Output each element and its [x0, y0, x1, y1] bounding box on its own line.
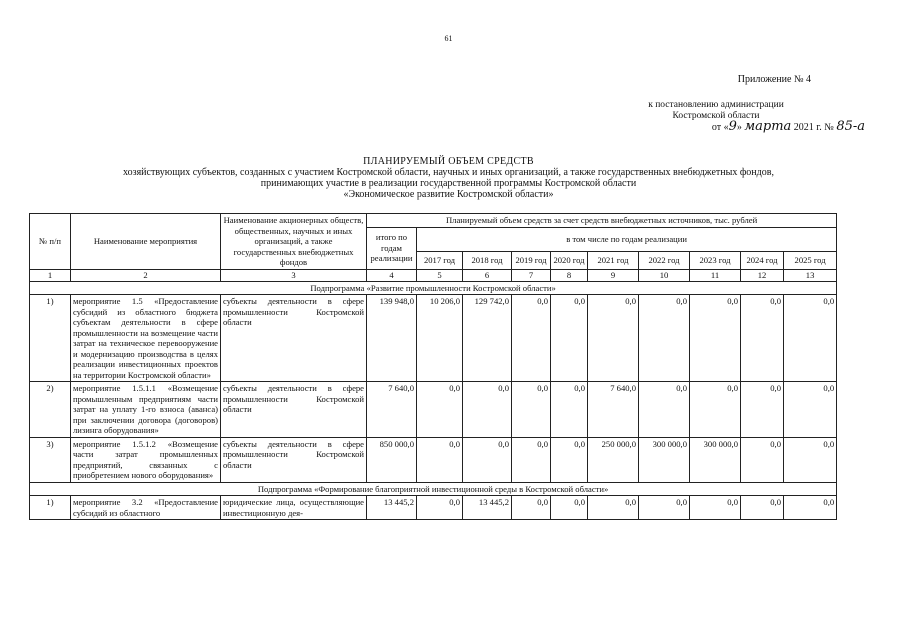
- column-number: 12: [741, 269, 784, 281]
- subprogram-row: [30, 482, 837, 496]
- year-value: 0,0: [690, 496, 741, 520]
- year-value: 7 640,0: [588, 382, 639, 438]
- header-year: 2019 год: [512, 252, 551, 269]
- annex-date-line: [712, 119, 865, 134]
- column-number: 11: [690, 269, 741, 281]
- table-row: [30, 437, 837, 482]
- ref-month: марта: [744, 119, 792, 134]
- year-value: 10 206,0: [417, 295, 463, 382]
- year-value: 0,0: [417, 496, 463, 520]
- year-value: 13 445,2: [463, 496, 512, 520]
- heading-line2: хозяйствующих субъектов, созданных с участием Костромской области, научных и иных организаций, а также государственных внебюджетных фондов,: [123, 167, 774, 178]
- ref-year: 2021 г. №: [793, 122, 834, 133]
- year-value: 0,0: [588, 496, 639, 520]
- year-value: 0,0: [551, 382, 588, 438]
- heading-line3: принимающих участие в реализации государственной программы Костромской области: [260, 178, 637, 189]
- annex-ref-line1: к постановлению администрации: [648, 100, 784, 110]
- year-value: 0,0: [512, 496, 551, 520]
- year-value: 0,0: [639, 295, 690, 382]
- year-value: 0,0: [690, 382, 741, 438]
- year-value: 0,0: [784, 496, 837, 520]
- year-value: 0,0: [463, 382, 512, 438]
- row-number: 1): [30, 295, 71, 382]
- heading-line1: ПЛАНИРУЕМЫЙ ОБЪЕМ СРЕДСТВ: [363, 156, 534, 167]
- header-year: 2018 год: [463, 252, 512, 269]
- year-value: 0,0: [588, 295, 639, 382]
- header-by-years: в том числе по годам реализации: [417, 227, 837, 252]
- table-row: [30, 496, 837, 520]
- page-number: 61: [444, 34, 453, 43]
- year-value: 0,0: [512, 382, 551, 438]
- year-value: 0,0: [417, 382, 463, 438]
- participants: субъекты деятельности в сфере промышленности Костромской области: [221, 295, 367, 382]
- table-row: [30, 382, 837, 438]
- header-year: 2017 год: [417, 252, 463, 269]
- year-value: 0,0: [512, 295, 551, 382]
- year-value: 0,0: [741, 295, 784, 382]
- year-value: 0,0: [417, 437, 463, 482]
- subprogram-title: Подпрограмма «Развитие промышленности Костромской области»: [30, 281, 837, 295]
- column-number: 2: [71, 269, 221, 281]
- year-value: 0,0: [463, 437, 512, 482]
- total-value: 139 948,0: [367, 295, 417, 382]
- document-heading: [0, 156, 897, 200]
- column-number: 4: [367, 269, 417, 281]
- ref-prefix: от «: [711, 122, 729, 133]
- column-number: 9: [588, 269, 639, 281]
- row-number: 3): [30, 437, 71, 482]
- participants: субъекты деятельности в сфере промышленности Костромской области: [221, 437, 367, 482]
- annex-title: Приложение № 4: [737, 74, 811, 85]
- column-number-row: [30, 269, 837, 281]
- header-year: 2020 год: [551, 252, 588, 269]
- column-number: 1: [30, 269, 71, 281]
- ref-mid: »: [736, 122, 742, 133]
- year-value: 0,0: [690, 295, 741, 382]
- header-planned: Планируемый объем средств за счет средств внебюджетных источников, тыс. рублей: [367, 214, 837, 228]
- table-body: [30, 281, 837, 520]
- total-value: 13 445,2: [367, 496, 417, 520]
- year-value: 0,0: [784, 295, 837, 382]
- event-name: мероприятие 1.5.1.1 «Возмещение промышленным предприятиям части затрат на уплату 1-го взноса (аванса) при заключении договора (договоров) лизинга оборудования»: [71, 382, 221, 438]
- year-value: 300 000,0: [690, 437, 741, 482]
- header-year: 2022 год: [639, 252, 690, 269]
- year-value: 0,0: [512, 437, 551, 482]
- participants: субъекты деятельности в сфере промышленности Костромской области: [221, 382, 367, 438]
- year-value: 0,0: [741, 496, 784, 520]
- column-number: 5: [417, 269, 463, 281]
- header-year: 2025 год: [784, 252, 837, 269]
- header-year: 2023 год: [690, 252, 741, 269]
- header-num: № п/п: [30, 214, 71, 270]
- year-value: 0,0: [551, 437, 588, 482]
- column-number: 6: [463, 269, 512, 281]
- subprogram-title: Подпрограмма «Формирование благоприятной инвестиционной среды в Костромской области»: [30, 482, 837, 496]
- header-participants: Наименование акционерных обществ, общественных, научных и иных организаций, а также государственных внебюджетных фондов: [221, 214, 367, 270]
- year-value: 129 742,0: [463, 295, 512, 382]
- total-value: 7 640,0: [367, 382, 417, 438]
- year-value: 0,0: [639, 382, 690, 438]
- header-year: 2024 год: [741, 252, 784, 269]
- event-name: мероприятие 3.2 «Предоставление субсидий из областного: [71, 496, 221, 520]
- year-value: 0,0: [784, 437, 837, 482]
- year-value: 0,0: [741, 437, 784, 482]
- annex-ref-line2: Костромской области: [672, 111, 760, 121]
- header-total: итого по годам реализации: [367, 227, 417, 269]
- year-value: 0,0: [639, 496, 690, 520]
- column-number: 8: [551, 269, 588, 281]
- header-year: 2021 год: [588, 252, 639, 269]
- participants: юридические лица, осуществляющие инвестиционную дея-: [221, 496, 367, 520]
- heading-line4: «Экономическое развитие Костромской области»: [343, 189, 554, 200]
- header-event: Наименование мероприятия: [71, 214, 221, 270]
- row-number: 1): [30, 496, 71, 520]
- planned-funds-table: [29, 213, 837, 520]
- ref-number: 85-а: [836, 119, 865, 134]
- subprogram-row: [30, 281, 837, 295]
- column-number: 10: [639, 269, 690, 281]
- table-row: [30, 295, 837, 382]
- year-value: 0,0: [551, 295, 588, 382]
- year-value: 300 000,0: [639, 437, 690, 482]
- column-number: 7: [512, 269, 551, 281]
- ref-day: 9: [728, 119, 737, 134]
- column-number: 3: [221, 269, 367, 281]
- row-number: 2): [30, 382, 71, 438]
- column-number: 13: [784, 269, 837, 281]
- total-value: 850 000,0: [367, 437, 417, 482]
- event-name: мероприятие 1.5 «Предоставление субсидий из областного бюджета субъектам деятельности в сфере промышленности на возмещение части затрат на техническое перевооружение и модернизацию производства в целях реализации инвестиционных проектов на территории Костромской области»: [71, 295, 221, 382]
- year-value: 0,0: [551, 496, 588, 520]
- year-value: 250 000,0: [588, 437, 639, 482]
- year-value: 0,0: [784, 382, 837, 438]
- event-name: мероприятие 1.5.1.2 «Возмещение части затрат промышленных предприятий, связанных с приобретением нового оборудования»: [71, 437, 221, 482]
- year-value: 0,0: [741, 382, 784, 438]
